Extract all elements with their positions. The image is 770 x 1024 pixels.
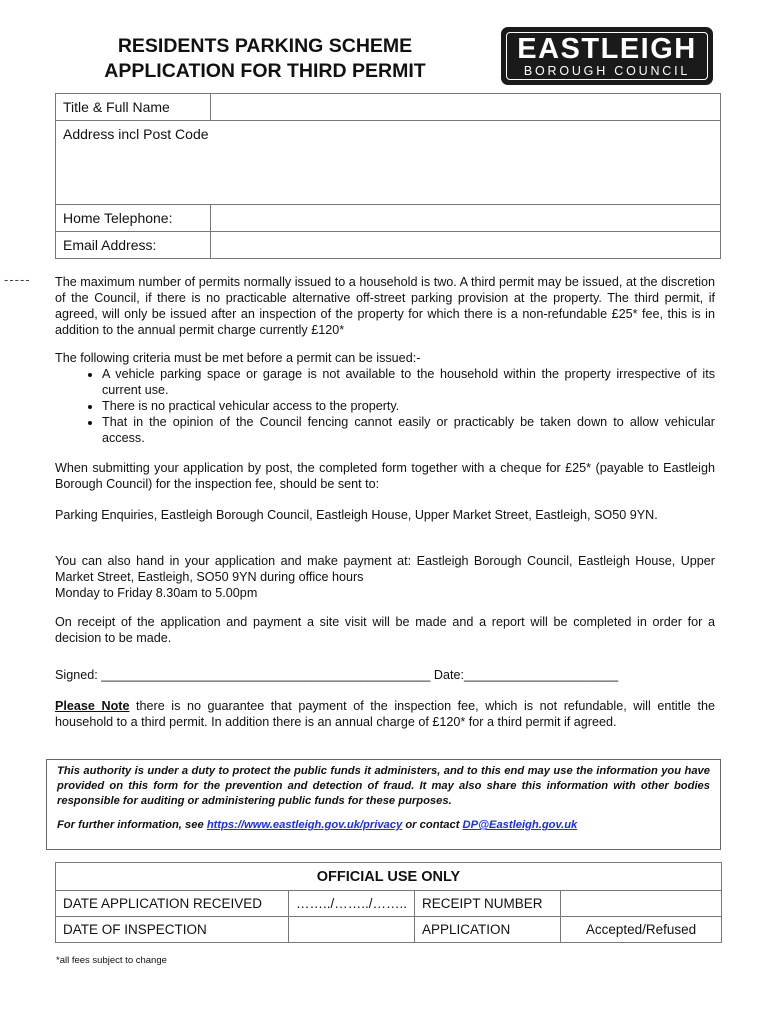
title-name-label: Title & Full Name [56, 94, 211, 121]
date-received-field[interactable]: ……../……../…….. [289, 891, 415, 917]
email-link[interactable]: DP@Eastleigh.gov.uk [462, 819, 578, 831]
official-use-heading: OFFICIAL USE ONLY [56, 863, 722, 891]
postal-address-text: Parking Enquiries, Eastleigh Borough Council, Eastleigh House, Upper Market Street, Eastleigh, SO50 9YN. [55, 508, 658, 522]
receipt-paragraph [55, 614, 715, 646]
criteria-list [55, 366, 715, 446]
receipt-text: On receipt of the application and payment a site visit will be made and a report will be completed in order for a decision to be made. [55, 615, 715, 645]
margin-mark: ----- [4, 272, 31, 287]
logo-sub-text: BOROUGH COUNCIL [523, 64, 691, 78]
criteria-item: • There is no practical vehicular access to the property. [102, 398, 715, 414]
criteria-item: • That in the opinion of the Council fencing cannot easily or practicably be taken down to allow vehicular access. [102, 414, 715, 446]
further-info-mid: or contact [402, 819, 463, 831]
further-info-prefix: For further information, see [57, 819, 207, 831]
address-field[interactable] [56, 147, 721, 205]
hand-in-paragraph [55, 553, 715, 601]
receipt-number-field[interactable] [561, 891, 722, 917]
please-note-paragraph [55, 698, 715, 730]
address-label: Address incl Post Code [56, 121, 721, 147]
inspection-date-field[interactable] [289, 917, 415, 943]
official-use-table [55, 862, 722, 943]
fraud-notice-text: This authority is under a duty to protect the public funds it administers, and to this end may use the information you have provided on this form for the prevention and detection of fraud. It may also share this information with other bodies responsible for auditing or administering public funds for these purposes. [57, 765, 710, 807]
privacy-link[interactable]: https://www.eastleigh.gov.uk/privacy [206, 819, 403, 831]
page-title [55, 34, 475, 84]
receipt-number-label: RECEIPT NUMBER [415, 891, 561, 917]
applicant-details-table [55, 93, 721, 259]
email-field[interactable] [211, 232, 721, 259]
title-name-field[interactable] [211, 94, 721, 121]
inspection-date-label: DATE OF INSPECTION [56, 917, 289, 943]
council-logo [501, 27, 713, 85]
intro-paragraph [55, 274, 715, 338]
phone-field[interactable] [211, 205, 721, 232]
fraud-notice-box [46, 759, 721, 850]
date-received-label: DATE APPLICATION RECEIVED [56, 891, 289, 917]
email-label: Email Address: [56, 232, 211, 259]
application-label: APPLICATION [415, 917, 561, 943]
fees-footnote: *all fees subject to change [56, 955, 167, 966]
hand-in-text: You can also hand in your application and make payment at: Eastleigh Borough Council, Eastleigh House, Upper Market Street, Eastleigh, SO50 9YN during office hours [55, 554, 715, 584]
post-text: When submitting your application by post, the completed form together with a cheque for £25* (payable to Eastleigh Borough Council) for the inspection fee, should be sent to: [55, 461, 715, 491]
phone-label: Home Telephone: [56, 205, 211, 232]
criteria-intro: The following criteria must be met before a permit can be issued:- [55, 351, 421, 365]
title-line-2: APPLICATION FOR THIRD PERMIT [104, 60, 426, 82]
signature-line[interactable] [55, 667, 715, 683]
office-hours-text: Monday to Friday 8.30am to 5.00pm [55, 586, 258, 600]
please-note-text: there is no guarantee that payment of the inspection fee, which is not refundable, will entitle the household to a third permit. In addition there is an annual charge of £120* for a third permit if agreed. [55, 699, 715, 729]
please-note-label: Please Note [55, 699, 130, 713]
logo-main-text: EASTLEIGH [517, 33, 697, 65]
signed-date-text: Signed: _______________________________________________ Date:______________________ [55, 668, 619, 682]
application-status[interactable]: Accepted/Refused [561, 917, 722, 943]
post-paragraph [55, 460, 715, 492]
intro-text: The maximum number of permits normally issued to a household is two. A third permit may be issued, at the discretion of the Council, if there is no practicable alternative off-street parking provision at the property. The third permit, if agreed, will only be issued after an inspection of the property for which there is a non-refundable £25* fee, this is in addition to the annual permit charge currently £120* [55, 275, 715, 337]
further-info-line [57, 818, 710, 833]
address-paragraph [55, 507, 715, 523]
title-line-1: RESIDENTS PARKING SCHEME [117, 35, 413, 57]
criteria-item: • A vehicle parking space or garage is not available to the household within the property irrespective of its current use. [102, 366, 715, 398]
criteria-section [55, 350, 715, 446]
